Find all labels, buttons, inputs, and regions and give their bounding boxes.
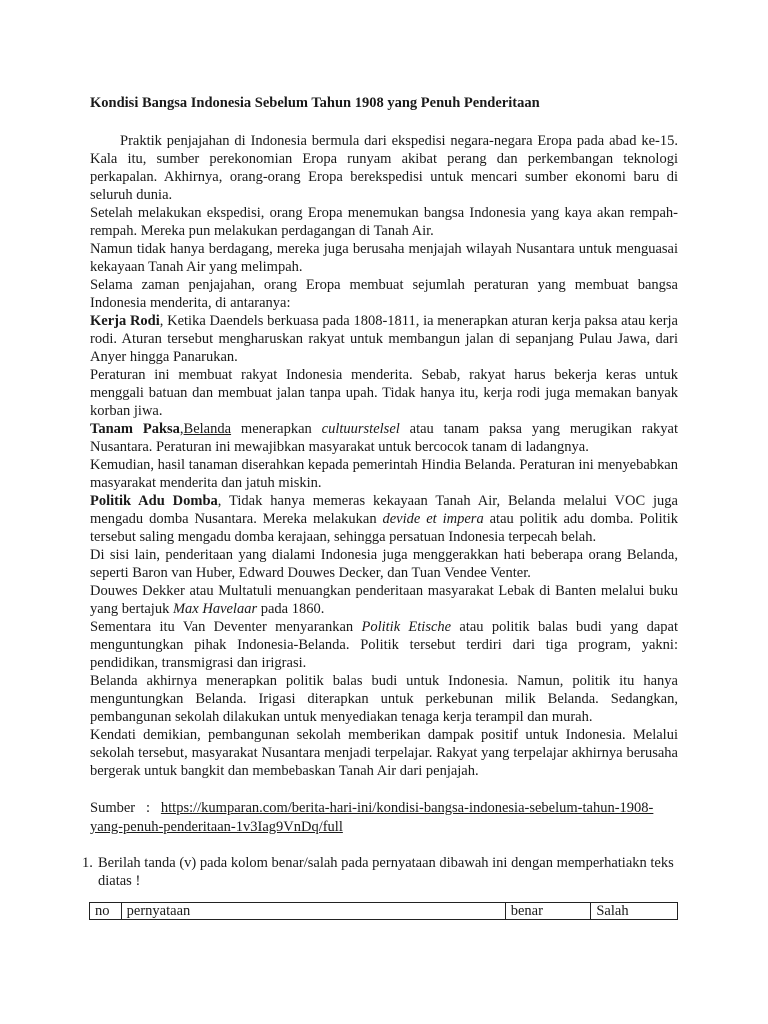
paragraph-ethical-policy bbox=[90, 618, 678, 672]
paragraph-adu-domba bbox=[90, 492, 678, 546]
term-cultuurstelsel: cultuurstelsel bbox=[321, 421, 400, 437]
adu-domba-text-a: , Tidak hanya memeras kekayaan Tanah Air, Belanda melalui VOC juga mengadu domba Nusantara. Mereka melakukan bbox=[90, 493, 678, 527]
term-max-havelaar: Max Havelaar bbox=[172, 601, 258, 617]
paragraph-tanam-paksa bbox=[90, 420, 678, 456]
source-url-line1[interactable]: https://kumparan.com/berita-hari-ini/kondisi-bangsa-indonesia-sebelum-tahun-1908- bbox=[160, 800, 654, 816]
term-kerja-rodi: Kerja Rodi bbox=[90, 313, 160, 329]
source-link[interactable] bbox=[90, 800, 653, 835]
paragraph-ethical-implementation: Belanda akhirnya menerapkan politik balas budi untuk Indonesia. Namun, politik itu hanya menguntungkan Belanda. Irigasi diterapkan untuk perkebunan milik Belanda. Sedangkan, pembangunan sekolah dilakukan untuk menyediakan tenaga kerja terampil dan murah. bbox=[90, 673, 678, 725]
paragraph-education-impact: Kendati demikian, pembangunan sekolah memberikan dampak positif untuk Indonesia. Melalui sekolah tersebut, masyarakat Nusantara menjadi terpelajar. Rakyat yang terpelajar akhirnya berusaha bergerak untuk bangkit dan membebaskan Tanah Air dari penjajah. bbox=[90, 727, 678, 779]
question-1 bbox=[82, 854, 678, 890]
answer-table bbox=[89, 902, 678, 920]
source-url-line2[interactable]: yang-penuh-penderitaan-1v3Iag9VnDq/full bbox=[90, 819, 343, 835]
ethical-text-b: atau politik balas budi yang dapat menguntungkan pihak Indonesia-Belanda. Politik tersebut terdiri dari tiga program, yakni: pendidikan, transmigrasi dan irigrasi. bbox=[90, 619, 678, 671]
paragraph-sympathizers: Di sisi lain, penderitaan yang dialami Indonesia juga menggerakkan hati beberapa orang Belanda, seperti Baron van Huber, Edward Douwes Decker, dan Tuan Vendee Venter. bbox=[90, 547, 678, 581]
paragraph-expedition: Setelah melakukan ekspedisi, orang Eropa menemukan bangsa Indonesia yang kaya akan rempah-rempah. Mereka pun melakukan perdagangan di Tanah Air. bbox=[90, 205, 678, 239]
question-text: Berilah tanda (v) pada kolom benar/salah pada pernyataan dibawah ini dengan memperhatiakn teks diatas ! bbox=[98, 855, 674, 889]
adu-domba-text-b: atau politik adu domba. Politik tersebut saling mengadu domba kerajaan, sehingga persatuan Indonesia terpecah belah. bbox=[90, 511, 678, 545]
multatuli-text-b: pada 1860. bbox=[257, 601, 325, 617]
source-citation bbox=[90, 799, 678, 837]
term-adu-domba: Politik Adu Domba bbox=[90, 493, 218, 509]
kerja-rodi-text: , Ketika Daendels berkuasa pada 1808-1811, ia menerapkan aturan kerja paksa atau kerja rodi. Aturan tersebut mengharuskan rakyat untuk membangun jalan di sepanjang Pulau Jawa, dari Anyer hingga Panarukan. bbox=[90, 313, 678, 365]
term-devide-et-impera: devide et impera bbox=[382, 511, 484, 527]
paragraph-colonization: Namun tidak hanya berdagang, mereka juga berusaha menjajah wilayah Nusantara untuk menguasai kekayaan Tanah Air yang melimpah. bbox=[90, 241, 678, 275]
multatuli-text-a: Douwes Dekker atau Multatuli menuangkan penderitaan masyarakat Lebak di Banten melalui buku yang bertajuk bbox=[90, 583, 678, 617]
header-no: no bbox=[90, 903, 122, 920]
comma: , bbox=[179, 421, 184, 437]
tanam-paksa-text-a: menerapkan bbox=[231, 421, 322, 437]
underlined-belanda: Belanda bbox=[183, 421, 232, 437]
source-label: Sumber bbox=[90, 800, 136, 816]
paragraph-kerja-rodi bbox=[90, 312, 678, 366]
header-salah: Salah bbox=[591, 903, 678, 920]
table-header-row bbox=[90, 903, 678, 920]
header-benar: benar bbox=[505, 903, 591, 920]
paragraph-multatuli bbox=[90, 582, 678, 618]
term-politik-etische: Politik Etische bbox=[361, 619, 452, 635]
question-number: 1. bbox=[82, 855, 93, 871]
term-tanam-paksa: Tanam Paksa bbox=[90, 421, 180, 437]
source-separator: : bbox=[145, 800, 151, 816]
header-pernyataan: pernyataan bbox=[121, 903, 505, 920]
tanam-paksa-text-b: atau tanam paksa yang merugikan rakyat Nusantara. Peraturan ini mewajibkan masyarakat untuk bercocok tanam di ladangnya. bbox=[90, 421, 678, 455]
paragraph-tanam-paksa-effect: Kemudian, hasil tanaman diserahkan kepada pemerintah Hindia Belanda. Peraturan ini menyebabkan masyarakat menderita dan jatuh miskin. bbox=[90, 457, 678, 491]
paragraph-kerja-rodi-effect: Peraturan ini membuat rakyat Indonesia menderita. Sebab, rakyat harus bekerja keras untuk menggali batuan dan membuat jalan tanpa upah. Tidak hanya itu, kerja rodi juga memakan banyak korban jiwa. bbox=[90, 367, 678, 419]
ethical-text-a: Sementara itu Van Deventer menyarankan bbox=[90, 619, 362, 635]
paragraph-intro: Praktik penjajahan di Indonesia bermula dari ekspedisi negara-negara Eropa pada abad ke-15. Kala itu, sumber perekonomian Eropa runyam akibat perang dan perkembangan teknologi perkapalan. Akhirnya, orang-orang Eropa berekspedisi untuk mencari sumber ekonomi baru di seluruh dunia. bbox=[90, 133, 678, 203]
paragraph-regulations-intro: Selama zaman penjajahan, orang Eropa membuat sejumlah peraturan yang membuat bangsa Indonesia menderita, di antaranya: bbox=[90, 277, 678, 311]
document-title: Kondisi Bangsa Indonesia Sebelum Tahun 1908 yang Penuh Penderitaan bbox=[90, 95, 540, 111]
document-page bbox=[82, 94, 678, 920]
